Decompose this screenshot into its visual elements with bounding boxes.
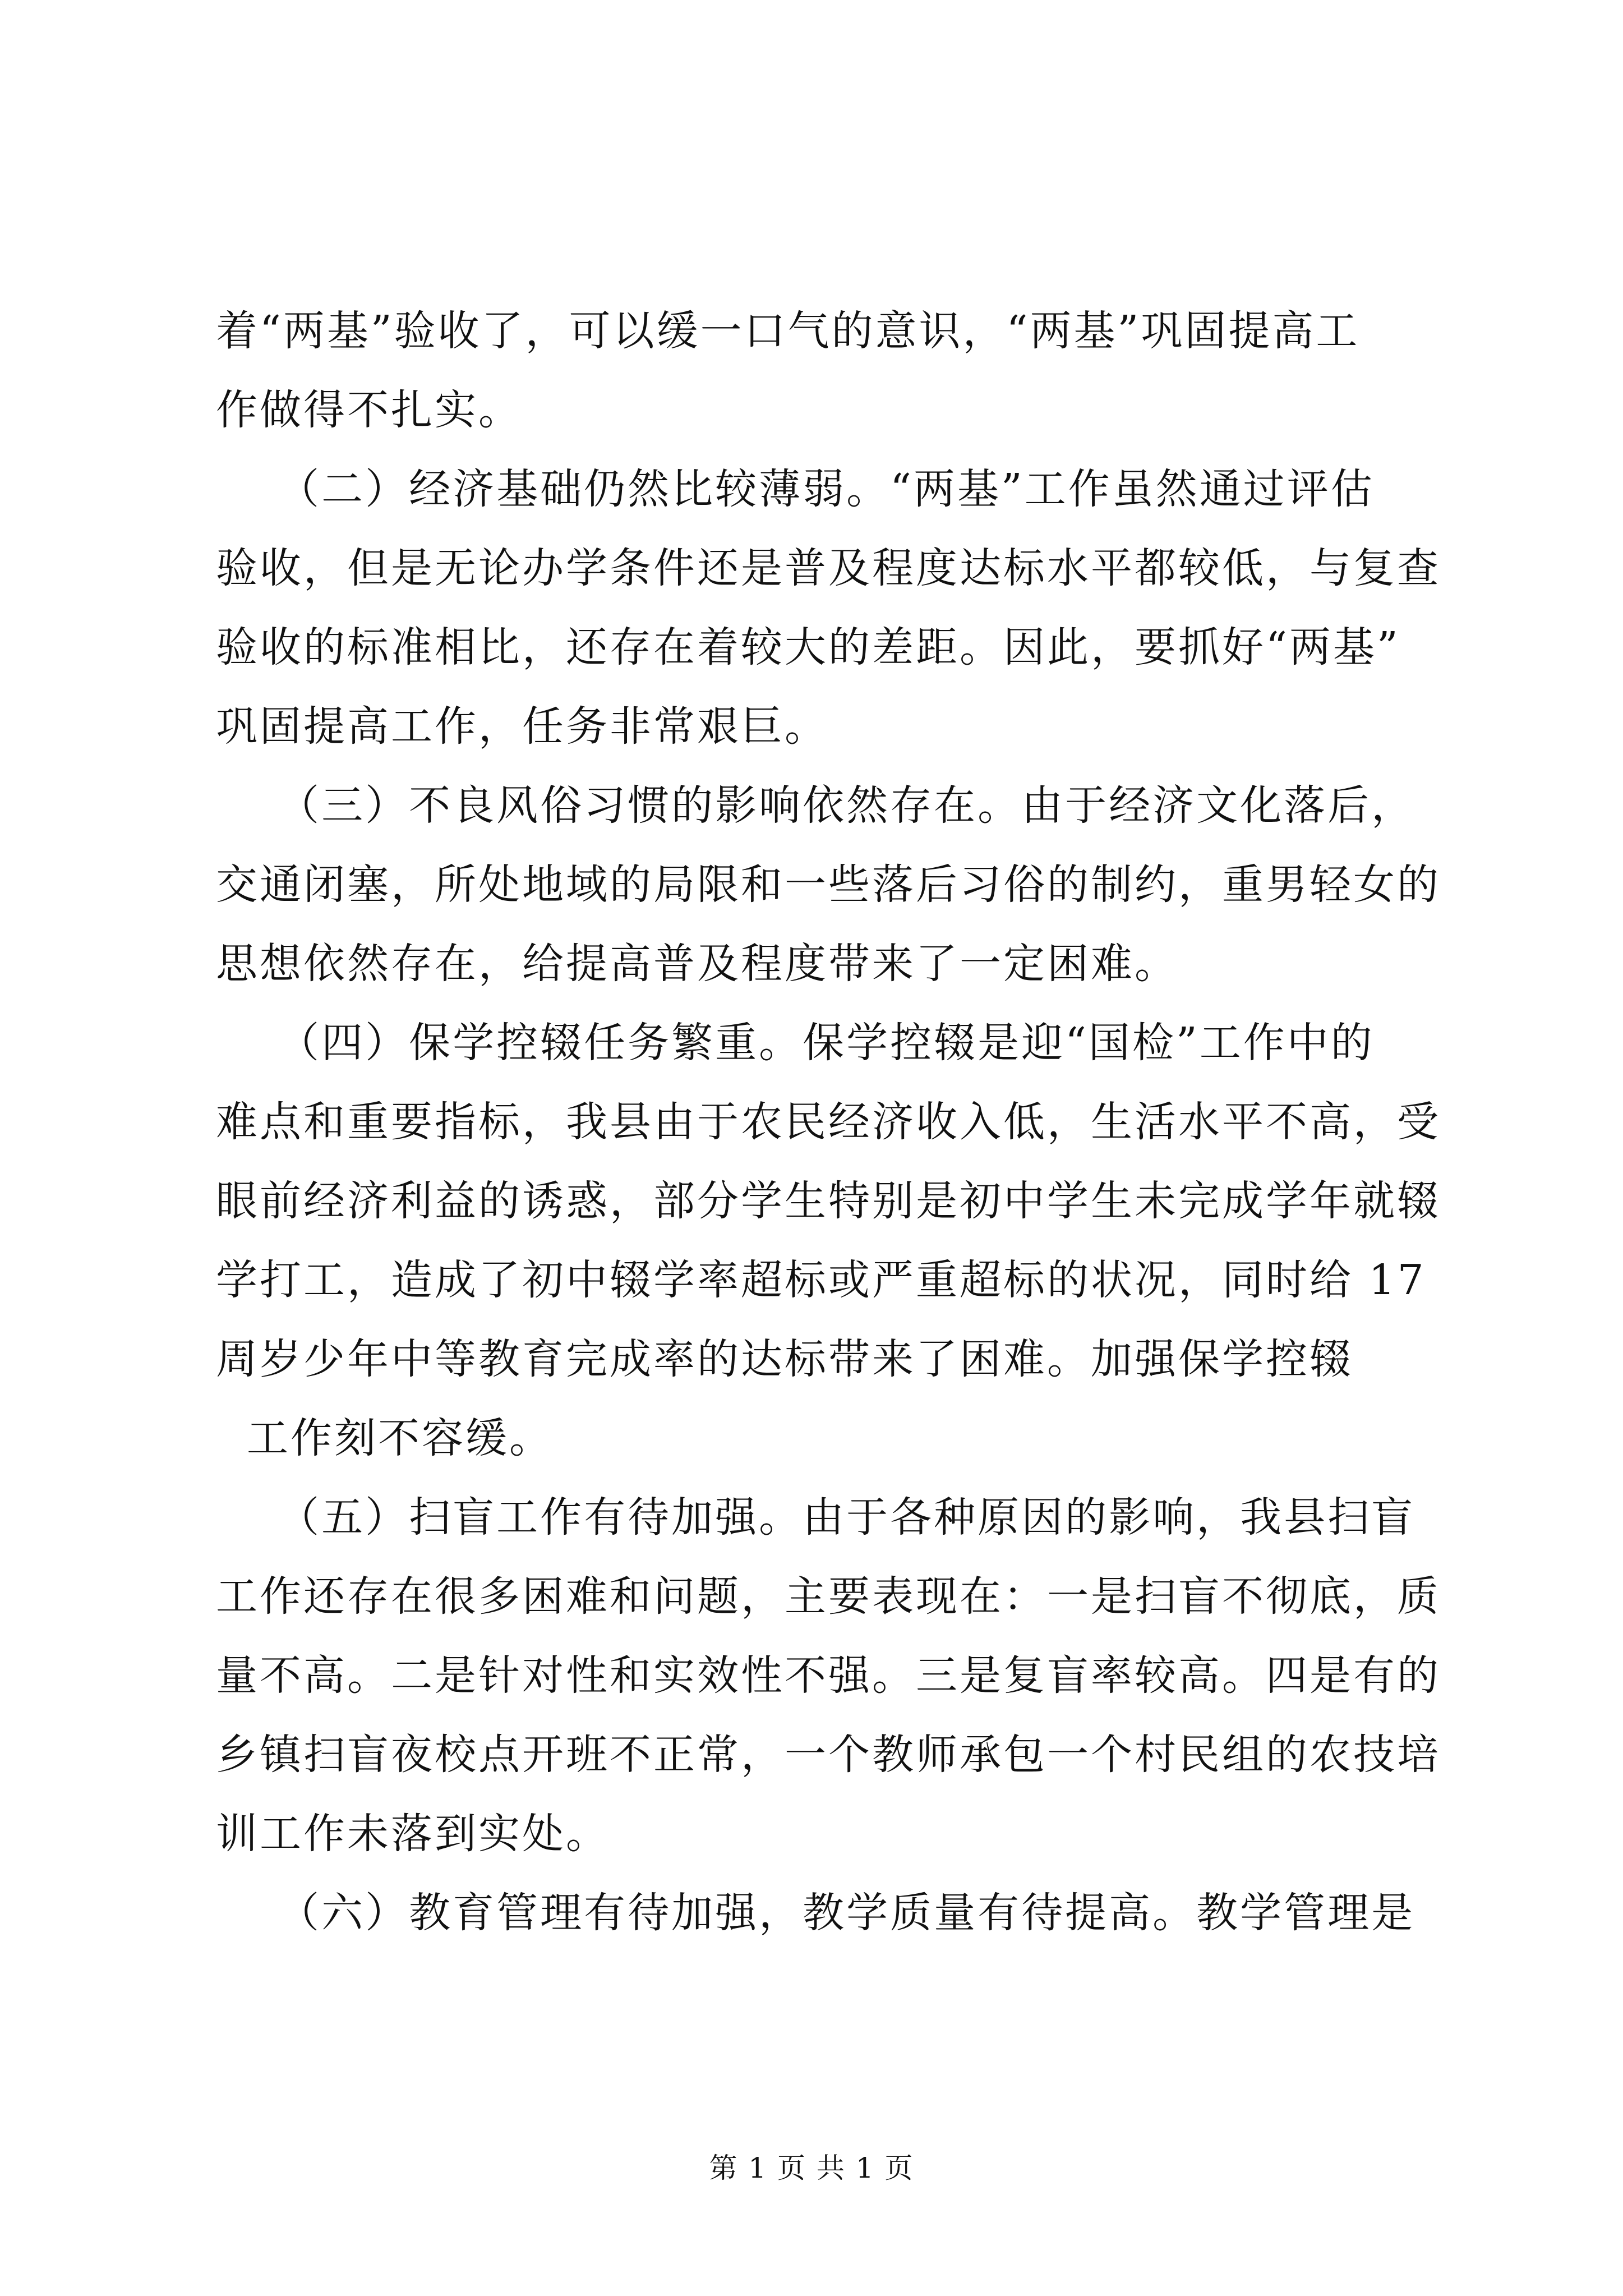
text-line: 学打工，造成了初中辍学率超标或严重超标的状况，同时给 17 — [216, 1256, 1426, 1304]
text-line: 验收，但是无论办学条件还是普及程度达标水平都较低，与复查 — [216, 544, 1441, 592]
text-line: （二）经济基础仍然比较薄弱。“两基”工作虽然通过评估 — [216, 465, 1375, 513]
text-line: （五）扫盲工作有待加强。由于各种原因的影响，我县扫盲 — [216, 1493, 1415, 1542]
page-footer: 第 1 页 共 1 页 — [709, 2152, 914, 2184]
text-line: 乡镇扫盲夜校点开班不正常，一个教师承包一个村民组的农技培 — [216, 1731, 1441, 1779]
text-line: （六）教育管理有待加强，教学质量有待提高。教学管理是 — [216, 1889, 1415, 1937]
text-line: 作做得不扎实。 — [216, 386, 522, 434]
text-line: （三）不良风俗习惯的影响依然存在。由于经济文化落后， — [216, 781, 1415, 830]
text-line: 工作刻不容缓。 — [216, 1414, 554, 1462]
text-line: 验收的标准相比，还存在着较大的差距。因此，要抓好“两基” — [216, 623, 1400, 671]
text-line: 量不高。二是针对性和实效性不强。三是复盲率较高。四是有的 — [216, 1651, 1441, 1700]
text-line: 交通闭塞，所处地域的局限和一些落后习俗的制约，重男轻女的 — [216, 861, 1441, 909]
text-line: 训工作未落到实处。 — [216, 1810, 610, 1858]
text-line: 着“两基”验收了，可以缓一口气的意识，“两基”巩固提高工 — [216, 307, 1360, 355]
text-line: 难点和重要指标，我县由于农民经济收入低，生活水平不高，受 — [216, 1098, 1441, 1146]
text-line: 巩固提高工作，任务非常艰巨。 — [216, 702, 828, 751]
text-line: 周岁少年中等教育完成率的达标带来了困难。加强保学控辍 — [216, 1335, 1353, 1383]
text-line: 思想依然存在，给提高普及程度带来了一定困难。 — [216, 940, 1178, 988]
text-line: 眼前经济利益的诱惑，部分学生特别是初中学生未完成学年就辍 — [216, 1177, 1441, 1225]
text-line: 工作还存在很多困难和问题，主要表现在：一是扫盲不彻底，质 — [216, 1572, 1441, 1621]
body-text — [216, 292, 1441, 1953]
text-line: （四）保学控辍任务繁重。保学控辍是迎“国检”工作中的 — [216, 1019, 1375, 1067]
